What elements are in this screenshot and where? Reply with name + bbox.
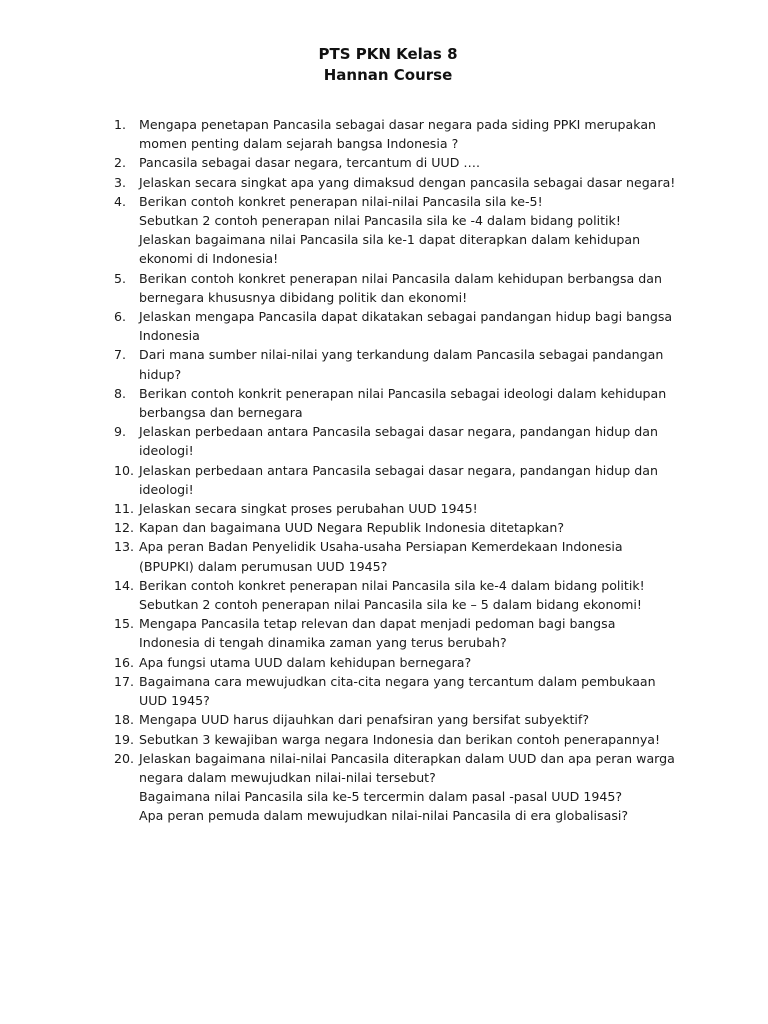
question-text-line: (BPUPKI) dalam perumusan UUD 1945? [139, 558, 388, 574]
question-number: 1. [114, 117, 127, 132]
question-item [114, 384, 684, 422]
question-text-line: UUD 1945? [139, 693, 210, 709]
question-item [114, 499, 684, 518]
question-text-line: ekonomi di Indonesia! [139, 251, 279, 267]
question-text-line: Pancasila sebagai dasar negara, tercantum di UUD …. [139, 155, 481, 171]
question-text-line: Kapan dan bagaimana UUD Negara Republik Indonesia ditetapkan? [139, 520, 565, 536]
question-text-line: Jelaskan perbedaan antara Pancasila sebagai dasar negara, pandangan hidup dan [139, 462, 658, 478]
question-text-line: Jelaskan secara singkat proses perubahan UUD 1945! [139, 501, 478, 517]
question-text-line: Indonesia di tengah dinamika zaman yang terus berubah? [139, 635, 507, 651]
document-subtitle: Hannan Course [323, 66, 453, 84]
question-number: 6. [114, 309, 127, 325]
question-item [114, 614, 684, 652]
question-number: 3. [114, 174, 127, 190]
question-item [114, 710, 684, 729]
question-text-line: Apa peran pemuda dalam mewujudkan nilai-nilai Pancasila di era globalisasi? [139, 808, 629, 824]
question-number: 8. [114, 385, 127, 401]
question-item [114, 153, 684, 172]
question-number: 7. [114, 347, 127, 363]
question-item [114, 422, 684, 460]
question-text-line: bernegara khususnya dibidang politik dan ekonomi! [139, 289, 468, 305]
question-text-line: Apa peran Badan Penyelidik Usaha-usaha Persiapan Kemerdekaan Indonesia [139, 539, 623, 555]
question-text-line: Berikan contoh konkret penerapan nilai-nilai Pancasila sila ke-5! [139, 193, 543, 209]
question-text-line: Bagaimana cara mewujudkan cita-cita negara yang tercantum dalam pembukaan [139, 673, 656, 689]
question-number: 16. [114, 654, 135, 670]
question-text-line: Jelaskan secara singkat apa yang dimaksud dengan pancasila sebagai dasar negara! [139, 174, 676, 190]
question-item [114, 345, 684, 383]
question-number: 11. [114, 501, 135, 517]
question-text-line: Mengapa Pancasila tetap relevan dan dapat menjadi pedoman bagi bangsa [139, 616, 616, 632]
question-text-line: hidup? [139, 366, 182, 382]
question-text-line: Mengapa penetapan Pancasila sebagai dasar negara pada siding PPKI merupakan [139, 117, 657, 132]
question-item [114, 576, 684, 614]
question-number: 10. [114, 462, 135, 478]
question-item [114, 173, 684, 192]
question-number: 9. [114, 424, 127, 440]
document-header [0, 44, 768, 86]
question-text-line: Apa fungsi utama UUD dalam kehidupan bernegara? [139, 654, 472, 670]
question-text-line: momen penting dalam sejarah bangsa Indonesia ? [139, 136, 459, 152]
question-text-line: Jelaskan bagaimana nilai-nilai Pancasila diterapkan dalam UUD dan apa peran warga [139, 750, 675, 766]
question-text-line: negara dalam mewujudkan nilai-nilai tersebut? [139, 769, 436, 785]
question-number: 18. [114, 712, 135, 728]
question-item [114, 749, 684, 826]
question-text-line: Dari mana sumber nilai-nilai yang terkandung dalam Pancasila sebagai pandangan [139, 347, 664, 363]
question-item [114, 307, 684, 345]
question-text-line: Jelaskan bagaimana nilai Pancasila sila ke-1 dapat diterapkan dalam kehidupan [139, 232, 641, 248]
question-item [114, 653, 684, 672]
question-text-line: Sebutkan 2 contoh penerapan nilai Pancasila sila ke – 5 dalam bidang ekonomi! [139, 597, 642, 613]
question-text-line: Sebutkan 3 kewajiban warga negara Indonesia dan berikan contoh penerapannya! [139, 731, 661, 747]
question-text-line: Jelaskan mengapa Pancasila dapat dikatakan sebagai pandangan hidup bagi bangsa [139, 309, 673, 325]
question-item [114, 518, 684, 537]
question-text-line: Bagaimana nilai Pancasila sila ke-5 tercermin dalam pasal -pasal UUD 1945? [139, 789, 623, 805]
question-item [114, 730, 684, 749]
question-number: 20. [114, 750, 135, 766]
document-title: PTS PKN Kelas 8 [318, 45, 458, 63]
question-item [114, 115, 684, 153]
question-text-line: Indonesia [139, 328, 200, 344]
question-text-line: ideologi! [139, 481, 194, 497]
question-text-line: Berikan contoh konkret penerapan nilai Pancasila dalam kehidupan berbangsa dan [139, 270, 662, 286]
question-text-line: Mengapa UUD harus dijauhkan dari penafsiran yang bersifat subyektif? [139, 712, 590, 728]
question-text-line: Jelaskan perbedaan antara Pancasila sebagai dasar negara, pandangan hidup dan [139, 424, 658, 440]
question-number: 15. [114, 616, 135, 632]
question-number: 5. [114, 270, 127, 286]
question-text-line: Sebutkan 2 contoh penerapan nilai Pancasila sila ke -4 dalam bidang politik! [139, 213, 621, 229]
question-text-line: Berikan contoh konkrit penerapan nilai Pancasila sebagai ideologi dalam kehidupan [139, 385, 667, 401]
question-text-line: Berikan contoh konkret penerapan nilai Pancasila sila ke-4 dalam bidang politik! [139, 577, 645, 593]
question-number: 13. [114, 539, 135, 555]
question-text-line: berbangsa dan bernegara [139, 405, 303, 421]
question-number: 19. [114, 731, 135, 747]
question-list [114, 115, 684, 826]
question-number: 14. [114, 577, 135, 593]
question-text-line: ideologi! [139, 443, 194, 459]
question-item [114, 537, 684, 575]
question-number: 17. [114, 673, 135, 689]
question-number: 4. [114, 193, 127, 209]
question-item [114, 192, 684, 269]
question-item [114, 672, 684, 710]
question-item [114, 269, 684, 307]
question-number: 2. [114, 155, 127, 171]
question-item [114, 461, 684, 499]
question-number: 12. [114, 520, 135, 536]
